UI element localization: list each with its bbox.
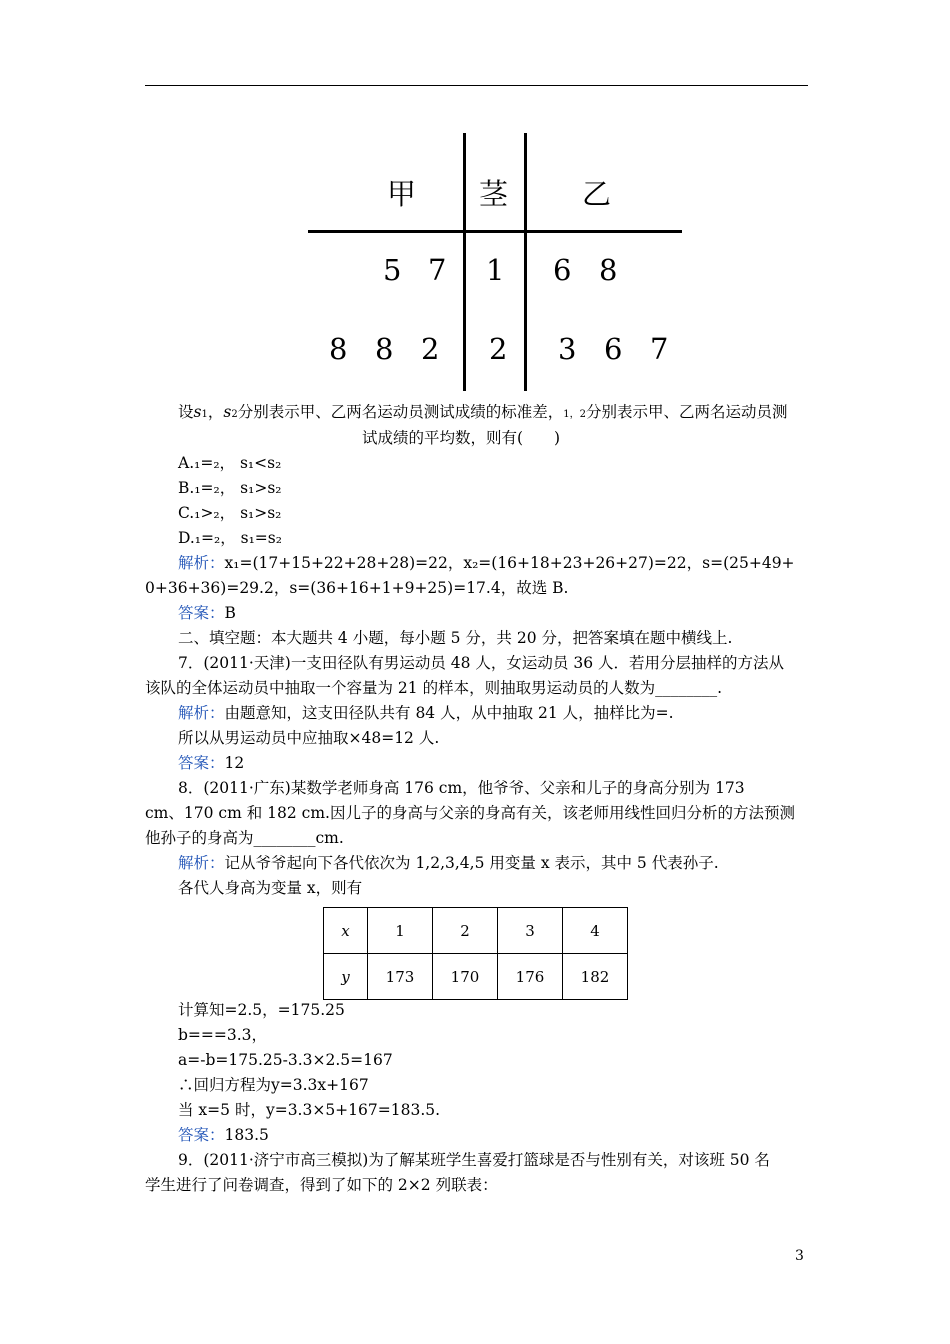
leaf-right-r2-3: 7: [650, 332, 669, 366]
option-a: A.₁=₂， s₁<s₂: [178, 454, 282, 472]
q9-line-1: 9．(2011·济宁市高三模拟)为了解某班学生喜爱打篮球是否与性别有关，对该班 50 名: [178, 1151, 770, 1169]
table-cell: 2: [433, 908, 498, 954]
leaf-right-r1-1: 6: [553, 253, 572, 287]
q9-line-2: 学生进行了问卷调查，得到了如下的 2×2 列联表：: [145, 1176, 498, 1194]
header-rule: [145, 85, 808, 86]
q7-line-2: 该队的全体运动员中抽取一个容量为 21 的样本，则抽取男运动员的人数为________.: [145, 679, 723, 697]
q8-calc-5: 当 x=5 时，y=3.3×5+167=183.5.: [178, 1101, 441, 1119]
q6-answer: 答案：B: [178, 604, 236, 622]
stem-leaf-hline: [308, 230, 682, 233]
q8-line-2: cm、170 cm 和 182 cm.因儿子的身高与父亲的身高有关，该老师用线性回归分析的方法预测: [145, 804, 795, 822]
leaf-left-r2-1: 8: [329, 332, 348, 366]
table-row: [324, 908, 628, 954]
q7-analysis-line-2: 所以从男运动员中应抽取×48=12 人.: [178, 729, 440, 747]
q8-answer: 答案：183.5: [178, 1126, 269, 1144]
option-d: D.₁=₂， s₁=s₂: [178, 529, 282, 547]
table-cell: 3: [498, 908, 563, 954]
q8-calc-3: a=-b=175.25-3.3×2.5=167: [178, 1051, 393, 1069]
q8-line-3: 他孙子的身高为________cm.: [145, 829, 344, 847]
leaf-left-r2-2: 8: [375, 332, 394, 366]
stem-r1: 1: [486, 253, 505, 287]
leaf-left-r2-3: 2: [421, 332, 440, 366]
leaf-left-r1-2: 7: [428, 253, 447, 287]
table-cell-x-label: x: [324, 908, 368, 954]
q8-calc-1: 计算知=2.5，=175.25: [178, 1001, 345, 1019]
stem-leaf-header-yi: 乙: [582, 177, 612, 211]
q7-line-1: 7．(2011·天津)一支田径队有男运动员 48 人，女运动员 36 人．若用分层抽样的方法从: [178, 654, 784, 672]
option-c: C.₁>₂， s₁>s₂: [178, 504, 282, 522]
q7-analysis-line-1: 解析：由题意知，这支田径队共有 84 人，从中抽取 21 人，抽样比为=.: [178, 704, 674, 722]
stem-leaf-vline-left: [463, 133, 466, 391]
q7-answer: 答案：12: [178, 754, 245, 772]
table-cell: 173: [368, 954, 433, 1000]
q8-calc-2: b===3.3，: [178, 1026, 268, 1044]
q6-analysis-line-2: 0+36+36)=29.2，s=(36+16+1+9+25)=17.4，故选 B.: [145, 579, 569, 597]
leaf-right-r2-2: 6: [604, 332, 623, 366]
leaf-right-r1-2: 8: [599, 253, 618, 287]
table-row: [324, 954, 628, 1000]
table-cell: 4: [563, 908, 628, 954]
generation-height-table: [323, 907, 628, 1000]
option-b: B.₁=₂， s₁>s₂: [178, 479, 282, 497]
stem-leaf-header-jia: 甲: [387, 177, 417, 211]
table-cell: 170: [433, 954, 498, 1000]
q6-analysis-label: 解析：: [178, 554, 225, 572]
q6-analysis-line-1: 解析：x₁=(17+15+22+28+28)=22，x₂=(16+18+23+26+27)=22，s=(25+49+: [178, 554, 795, 572]
q8-line-1: 8．(2011·广东)某数学老师身高 176 cm，他爷爷、父亲和儿子的身高分别为 173: [178, 779, 745, 797]
q8-analysis-line-2: 各代人身高为变量 x，则有: [178, 879, 363, 897]
table-cell: 1: [368, 908, 433, 954]
section-2-heading: 二、填空题：本大题共 4 小题，每小题 5 分，共 20 分，把答案填在题中横线上.: [178, 629, 733, 647]
stem-leaf-header-stem: 茎: [479, 177, 509, 211]
table-cell: 182: [563, 954, 628, 1000]
q8-analysis-line-1: 解析：记从爷爷起向下各代依次为 1,2,3,4,5 用变量 x 表示，其中 5 代表孙子.: [178, 854, 719, 872]
leaf-right-r2-1: 3: [558, 332, 577, 366]
question-line-2: 试成绩的平均数，则有( ): [362, 429, 561, 447]
leaf-left-r1-1: 5: [383, 253, 402, 287]
table-cell-y-label: y: [324, 954, 368, 1000]
stem-r2: 2: [489, 332, 508, 366]
table-cell: 176: [498, 954, 563, 1000]
question-line-1: 设s1，s2分别表示甲、乙两名运动员测试成绩的标准差，1，2分别表示甲、乙两名运动员测: [178, 403, 788, 421]
q8-calc-4: ∴回归方程为y=3.3x+167: [178, 1076, 369, 1094]
page-number: 3: [795, 1248, 804, 1264]
stem-leaf-vline-right: [524, 133, 527, 391]
